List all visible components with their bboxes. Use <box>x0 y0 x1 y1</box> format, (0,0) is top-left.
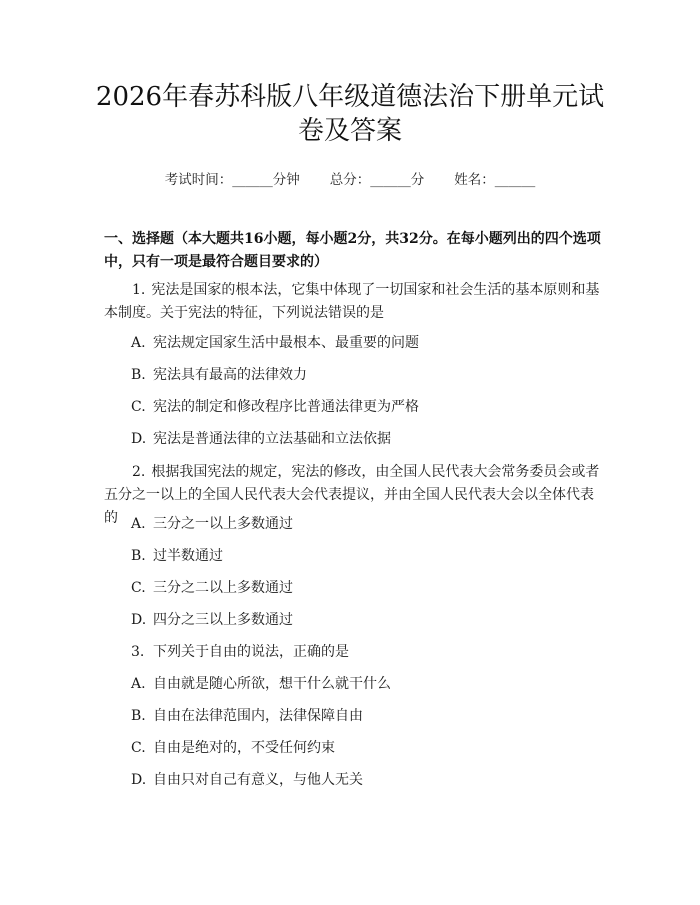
option-text: 四分之三以上多数通过 <box>153 612 293 628</box>
option-letter: B. <box>131 708 146 724</box>
option-text: 宪法的制定和修改程序比普通法律更为严格 <box>153 399 419 415</box>
option-letter: A. <box>131 676 146 692</box>
question-1 <box>104 279 604 325</box>
option-2b <box>131 546 601 566</box>
option-2a <box>131 514 601 534</box>
option-letter: D. <box>131 772 147 788</box>
option-3d <box>131 770 601 790</box>
option-letter: A. <box>131 516 146 532</box>
question-3 <box>131 642 601 662</box>
option-text: 宪法具有最高的法律效力 <box>153 367 307 383</box>
exam-score: 总分：______分 <box>329 172 425 188</box>
exam-name: 姓名：______ <box>454 172 536 188</box>
option-text: 宪法是普通法律的立法基础和立法依据 <box>153 431 391 447</box>
question-text: 宪法是国家的根本法，它集中体现了一切国家和社会生活的基本原则和基本制度。关于宪法的特征，下列说法错误的是 <box>104 282 600 321</box>
question-number: 3. <box>131 644 145 660</box>
option-letter: D. <box>131 612 147 628</box>
option-1a <box>131 333 601 353</box>
option-3a <box>131 674 601 694</box>
option-text: 宪法规定国家生活中最根本、最重要的问题 <box>153 335 419 351</box>
option-text: 自由是绝对的，不受任何约束 <box>153 740 335 756</box>
option-letter: C. <box>131 580 146 596</box>
option-letter: D. <box>131 431 147 447</box>
option-2c <box>131 578 601 598</box>
option-text: 自由在法律范围内，法律保障自由 <box>153 708 363 724</box>
option-letter: C. <box>131 740 146 756</box>
question-text: 根据我国宪法的规定，宪法的修改，由全国人民代表大会常务委员会或者五分之一以上的全国人民代表大会代表提议，并由全国人民代表大会以全体代表的 <box>104 464 600 526</box>
section-heading: 一、选择题（本大题共16小题，每小题2分，共32分。在每小题列出的四个选项中，只有一项是最符合题目要求的） <box>104 231 601 270</box>
option-text: 自由只对自己有意义，与他人无关 <box>153 772 363 788</box>
option-3b <box>131 706 601 726</box>
option-letter: A. <box>131 335 146 351</box>
option-letter: C. <box>131 399 146 415</box>
question-number: 1. <box>132 282 146 298</box>
option-1d <box>131 429 601 449</box>
option-text: 自由就是随心所欲，想干什么就干什么 <box>153 676 391 692</box>
option-text: 三分之一以上多数通过 <box>153 516 293 532</box>
document-title: 2026年春苏科版八年级道德法治下册单元试卷及答案 <box>95 82 605 146</box>
option-1b <box>131 365 601 385</box>
option-letter: B. <box>131 367 146 383</box>
exam-time: 考试时间：______分钟 <box>164 172 300 188</box>
option-text: 三分之二以上多数通过 <box>153 580 293 596</box>
option-text: 过半数通过 <box>153 548 223 564</box>
option-3c <box>131 738 601 758</box>
option-letter: B. <box>131 548 146 564</box>
option-2d <box>131 610 601 630</box>
question-text: 下列关于自由的说法，正确的是 <box>153 644 349 660</box>
option-1c <box>131 397 601 417</box>
question-number: 2. <box>132 464 146 480</box>
exam-meta <box>0 168 700 188</box>
